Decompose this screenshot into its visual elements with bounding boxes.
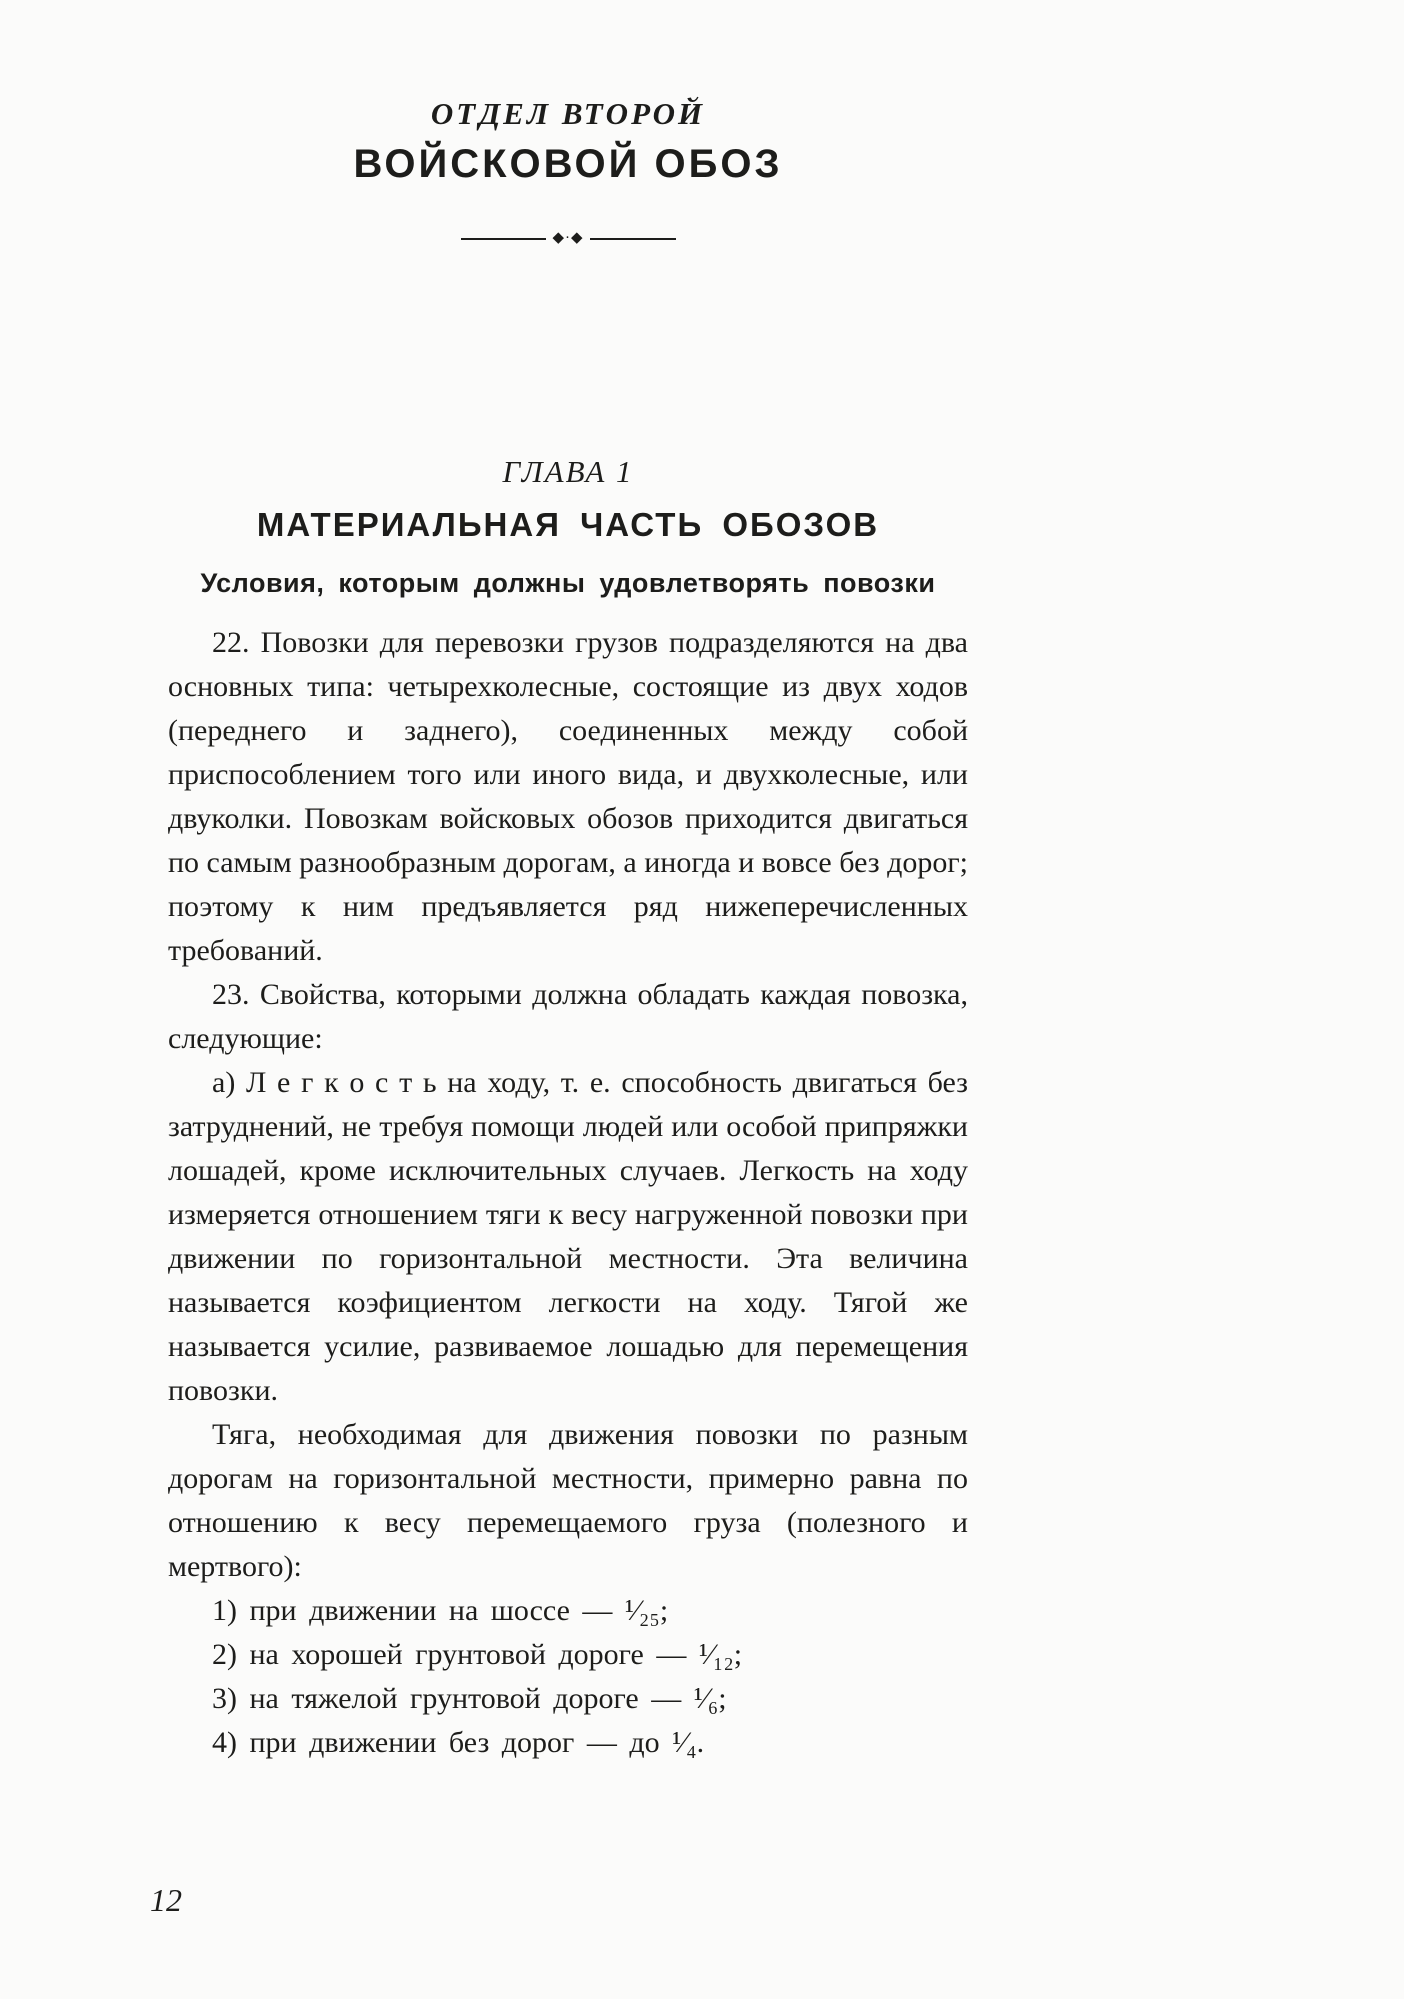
list-item: 4) при движении без дорог — до ¹⁄₄. bbox=[212, 1726, 705, 1759]
paragraph-traction: Тяга, необходимая для движения повозки по разным дорогам на горизонтальной местности, примерно равна по отношению к весу перемещаемого груза (полезного и мертвого): bbox=[168, 1418, 968, 1583]
page-column bbox=[168, 0, 968, 1765]
divider bbox=[461, 231, 676, 246]
divider-rule-right bbox=[590, 238, 676, 240]
diamond-ornament-icon: ◆·◆ bbox=[552, 230, 584, 246]
list-item: 3) на тяжелой грунтовой дороге — ¹⁄₆; bbox=[212, 1682, 727, 1715]
list-item: 1) при движении на шоссе — ¹⁄₂₅; bbox=[212, 1594, 669, 1627]
section-heading: ОТДЕЛ ВТОРОЙ bbox=[430, 96, 706, 131]
page-number: 12 bbox=[150, 1882, 182, 1918]
paragraph-lightness: а) Л е г к о с т ь на ходу, т. е. способность двигаться без затруднений, не требуя помощи людей или особой припряжки лошадей, кроме исключительных случаев. Легкость на ходу измеряется отношением тяги к весу нагруженной повозки при движении по горизонтальной местности. Эта величина называется коэфициентом легкости на ходу. Тягой же называется усилие, развиваемое лошадью для перемещения повозки. bbox=[168, 1066, 968, 1407]
body-text bbox=[168, 621, 968, 1765]
divider-rule-left bbox=[461, 238, 547, 240]
chapter-label: ГЛАВА 1 bbox=[502, 454, 634, 489]
chapter-title: МАТЕРИАЛЬНАЯ ЧАСТЬ ОБОЗОВ bbox=[256, 506, 880, 543]
chapter-subheading: Условия, которым должны удовлетворять повозки bbox=[200, 568, 936, 598]
traction-ratio-list bbox=[168, 1589, 968, 1765]
list-item: 2) на хорошей грунтовой дороге — ¹⁄₁₂; bbox=[212, 1638, 743, 1671]
paragraph-22: 22. Повозки для перевозки грузов подразделяются на два основных типа: четырехколесные, состоящие из двух ходов (переднего и заднего), соединенных между собой приспособлением того или иного вида, и двухколесные, или двуколки. Повозкам войсковых обозов приходится двигаться по самым разнообразным дорогам, а иногда и вовсе без дорог; поэтому к ним предъявляется ряд нижеперечисленных требований. bbox=[168, 626, 969, 967]
book-title: ВОЙСКОВОЙ ОБОЗ bbox=[353, 142, 783, 186]
paragraph-23: 23. Свойства, которыми должна обладать каждая повозка, следующие: bbox=[168, 978, 968, 1055]
